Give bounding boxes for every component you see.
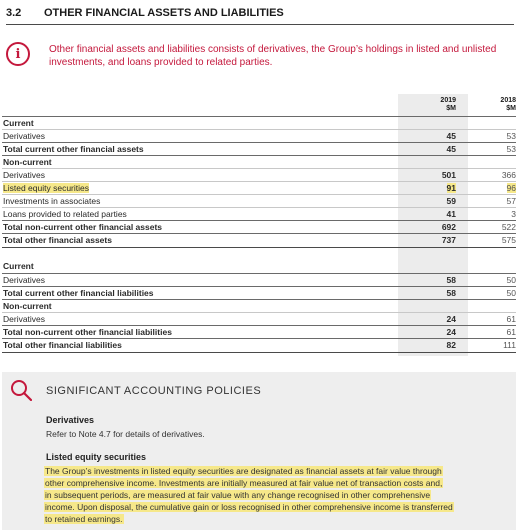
value-2019: 45 (446, 144, 456, 154)
section-number: 3.2 (6, 7, 22, 19)
row-label: Non-current (3, 157, 52, 167)
value-2019: 501 (441, 170, 456, 180)
table-row (2, 338, 516, 353)
section-header (6, 4, 514, 25)
row-label: Total current other financial assets (3, 144, 144, 154)
table-row (2, 299, 516, 313)
row-label: Derivatives (3, 170, 46, 180)
row-label: Derivatives (3, 131, 46, 141)
row-label: Loans provided to related parties (3, 209, 127, 219)
value-2018: 96 (506, 183, 516, 193)
value-2018: 50 (506, 275, 516, 285)
row-label: Derivatives (3, 314, 46, 324)
table-row-highlighted (2, 181, 516, 195)
table-row (2, 233, 516, 248)
listed-equity-heading: Listed equity securities (46, 452, 147, 462)
paragraph-line: The Group’s investments in listed equity securities are designated as financial assets at fair value through (45, 466, 442, 476)
value-2019: 59 (446, 196, 456, 206)
paragraph-line: in subsequent periods, are measured at fair value with any change recognised in other comprehensive (45, 490, 431, 500)
table-row (2, 260, 516, 273)
row-label: Investments in associates (3, 196, 101, 206)
intro-text: Other financial assets and liabilities consists of derivatives, the Group’s holdings in listed and unlisted investments, and loans provided to related parties. (49, 44, 497, 68)
table-row (2, 142, 516, 156)
value-2019: 737 (441, 235, 456, 245)
value-2019: 82 (446, 340, 456, 350)
row-label: Total current other financial liabilities (3, 288, 154, 298)
table-row (2, 220, 516, 234)
paragraph-line: income. Upon disposal, the cumulative gain or loss recognised in other comprehensive income is transferred (45, 502, 453, 512)
value-2019: 24 (446, 327, 456, 337)
value-2019: 24 (446, 314, 456, 324)
value-2019: 58 (446, 288, 456, 298)
derivatives-text: Refer to Note 4.7 for details of derivatives. (46, 429, 205, 439)
table-row (2, 194, 516, 208)
search-icon (10, 379, 32, 401)
row-label: Non-current (3, 301, 52, 311)
paragraph-line: other comprehensive income. Investments are initially measured at fair value net of transaction costs and, (45, 478, 443, 488)
derivatives-heading: Derivatives (46, 415, 95, 425)
unit-2019: $M (446, 105, 456, 112)
accounting-policies-panel (2, 372, 516, 530)
header-2019 (398, 97, 456, 113)
paragraph-line: to retained earnings. (45, 514, 123, 524)
value-2019: 41 (446, 209, 456, 219)
table-row (2, 207, 516, 221)
year-2018: 2018 (500, 97, 516, 104)
value-2018: 61 (506, 327, 516, 337)
row-label: Listed equity securities (3, 183, 89, 193)
value-2018: 53 (506, 144, 516, 154)
row-label: Total non-current other financial liabilities (3, 327, 172, 337)
table-row (2, 312, 516, 326)
table-row (2, 129, 516, 143)
policies-title: SIGNIFICANT ACCOUNTING POLICIES (46, 385, 262, 397)
value-2018: 61 (506, 314, 516, 324)
row-label: Total non-current other financial assets (3, 222, 163, 232)
row-label: Total other financial assets (3, 235, 112, 245)
table-row (2, 116, 516, 130)
table-row (2, 286, 516, 300)
row-label: Derivatives (3, 275, 46, 285)
value-2018: 57 (506, 196, 516, 206)
value-2018: 111 (503, 340, 516, 350)
table-row (2, 168, 516, 182)
value-2018: 53 (506, 131, 516, 141)
value-2018: 366 (501, 170, 516, 180)
row-label: Total other financial liabilities (3, 340, 122, 350)
header-2018 (472, 97, 516, 113)
unit-2018: $M (506, 105, 516, 112)
value-2019: 91 (446, 183, 456, 193)
value-2019: 692 (441, 222, 456, 232)
value-2018: 3 (511, 209, 516, 219)
value-2018: 522 (501, 222, 516, 232)
info-icon: i (6, 42, 30, 66)
section-title: OTHER FINANCIAL ASSETS AND LIABILITIES (44, 7, 284, 19)
table-row (2, 325, 516, 339)
value-2018: 50 (506, 288, 516, 298)
value-2018: 575 (501, 235, 516, 245)
listed-equity-paragraph (44, 465, 484, 525)
table-row (2, 273, 516, 287)
table-row (2, 155, 516, 169)
value-2019: 58 (446, 275, 456, 285)
row-label: Current (3, 261, 34, 271)
value-2019: 45 (446, 131, 456, 141)
row-label: Current (3, 118, 34, 128)
year-2019: 2019 (440, 97, 456, 104)
